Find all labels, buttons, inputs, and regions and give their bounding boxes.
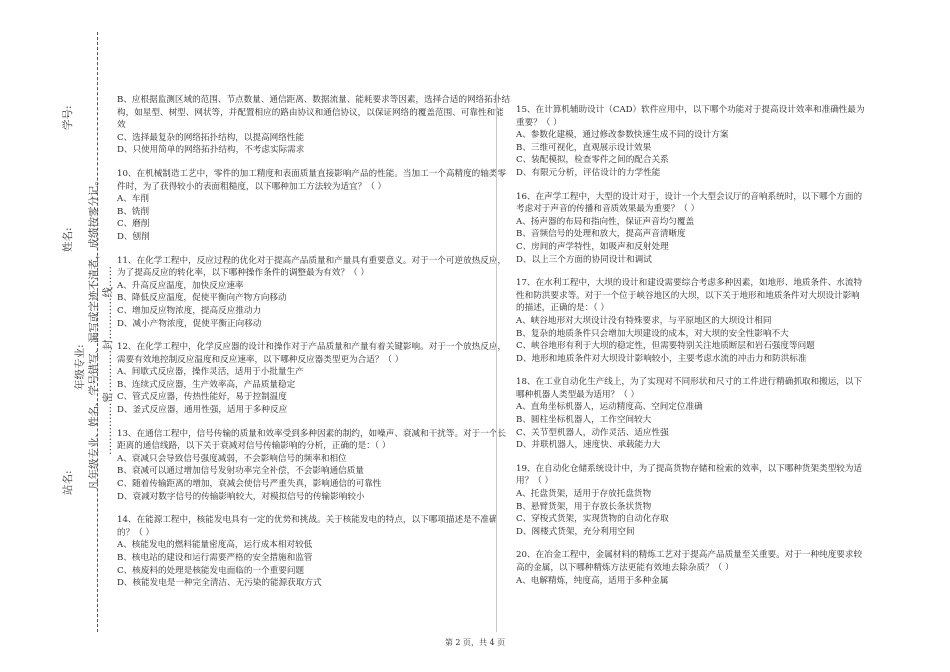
question bbox=[516, 277, 866, 365]
answer-option: A、峡谷地形对大坝设计没有特殊要求，与平原地区的大坝设计相同 bbox=[516, 315, 772, 326]
answer-option: B、复杂的地质条件只会增加大坝建设的成本，对大坝的安全性影响不大 bbox=[516, 328, 789, 339]
question-stem: 14、在能源工程中，核能发电具有一定的优势和挑战。关于核能发电的特点，以下哪项描述是不准确的？（ ） bbox=[117, 515, 498, 538]
answer-option: D、减小产物浓度，促使平衡正向移动 bbox=[117, 318, 262, 329]
answer-option: C、选择最复杂的网络拓扑结构，以提高网络性能 bbox=[117, 132, 305, 143]
answer-option: D、并联机器人，速度快、承载能力大 bbox=[516, 440, 661, 451]
answer-option: D、釜式反应器，通用性强，适用于多种反应 bbox=[117, 405, 288, 416]
answer-option: D、衰减对数字信号的传输影响较大，对模拟信号的传输影响较小 bbox=[117, 491, 365, 502]
answer-option: A、升高反应温度，加快反应速率 bbox=[117, 280, 244, 291]
answer-option: A、电解精炼，纯度高，适用于多种金属 bbox=[516, 575, 669, 586]
question-stem: 15、在计算机辅助设计（CAD）软件应用中，以下哪个功能对于提高设计效率和准确性最为重要？（ ） bbox=[516, 105, 865, 128]
answer-option: B、连续式反应器，生产效率高，产品质量稳定 bbox=[117, 379, 296, 390]
name-label: 姓名: bbox=[62, 227, 74, 252]
answer-option: D、地形和地质条件对大坝设计影响较小，主要考虑水流的冲击力和防洪标准 bbox=[516, 353, 807, 364]
answer-option: A、间歇式反应器，操作灵活，适用于小批量生产 bbox=[117, 367, 304, 378]
answer-option: D、核能发电是一种完全清洁、无污染的能源获取方式 bbox=[117, 578, 322, 589]
question bbox=[516, 104, 866, 180]
answer-option: B、降低反应温度，促使平衡向产物方向移动 bbox=[117, 293, 287, 304]
question bbox=[117, 428, 512, 504]
question-stem: 13、在通信工程中，信号传输的质量和效率受到多种因素的制约，如噪声、衰减和干扰等。对于一个长距离的通信线路，以下关于衰减对信号传输影响的分析，正确的是：（ ） bbox=[117, 428, 507, 452]
question-stem: 19、在自动化仓储系统设计中，为了提高货物存储和检索的效率，以下哪种货架类型较为适用？（ ） bbox=[516, 463, 863, 487]
question-stem: 16、在声学工程中，大型的设计对于，设计一个大型会议厅的音响系统时，以下哪个方面的考虑对于声音的传播和音质效果最为重要？（ ） bbox=[516, 191, 863, 215]
answer-option: C、装配模拟，检查零件之间的配合关系 bbox=[516, 155, 669, 166]
answer-option: C、管式反应器，传热性能好，易于控制温度 bbox=[117, 392, 287, 403]
question bbox=[516, 549, 866, 587]
question-stem: 18、在工业自动化生产线上，为了实现对不同形状和尺寸的工件进行精确抓取和搬运，以下哪种机器人类型最为适用？（ ） bbox=[516, 377, 863, 400]
question-stem: 10、在机械制造工艺中，零件的加工精度和表面质量直接影响产品的性能。当加工一个高精度的轴类零件时，为了获得较小的表面粗糙度，以下哪种加工方法较为适宜？（ ） bbox=[117, 168, 507, 192]
school-label: 站名: bbox=[62, 470, 74, 495]
question bbox=[516, 463, 866, 539]
right-column bbox=[516, 104, 866, 598]
binding-margin bbox=[0, 0, 114, 672]
answer-option: C、磨削 bbox=[117, 219, 150, 230]
answer-option: B、悬臂货架，用于存放长条状货物 bbox=[516, 501, 652, 512]
answer-option: C、核废料的处理是核能发电面临的一个重要问题 bbox=[117, 565, 305, 576]
answer-option: A、车削 bbox=[117, 194, 149, 205]
question bbox=[516, 376, 866, 452]
answer-option: B、铣削 bbox=[117, 206, 150, 217]
answer-option: B、应根据监测区域的范围、节点数量、通信距离、数据流量、能耗要求等因素，选择合适的网络拓扑结构，如星型、树型、网状等，并配置相应的路由协议和通信协议，以保证网络的覆盖范围、可靠性和能效 bbox=[117, 95, 511, 131]
answer-option: C、峡谷地形有利于大坝的稳定性，但需要特别关注地质断层和岩石强度等问题 bbox=[516, 341, 815, 352]
answer-option: C、穿梭式货架，实现货物的自动化存取 bbox=[516, 514, 669, 525]
answer-option: C、随着传输距离的增加，衰减会使信号严重失真，影响通信的可靠性 bbox=[117, 479, 382, 490]
seal-line bbox=[97, 32, 98, 632]
answer-option: A、核能发电的燃料能量密度高，运行成本相对较低 bbox=[117, 540, 313, 551]
answer-option: B、三维可视化，直观展示设计效果 bbox=[516, 142, 652, 153]
question bbox=[117, 168, 512, 244]
answer-option: B、圆柱坐标机器人，工作空间较大 bbox=[516, 415, 652, 426]
answer-option: D、刨削 bbox=[117, 231, 150, 242]
question bbox=[117, 514, 512, 590]
answer-option: B、音频信号的处理和放大，提高声音清晰度 bbox=[516, 229, 686, 240]
answer-option: C、关节型机器人，动作灵活、适应性强 bbox=[516, 427, 669, 438]
page-footer: 第 2 页，共 4 页 bbox=[444, 638, 506, 647]
binding-notice: 凡年级专业、姓名、学号错写、漏写或字迹不清者，成绩按零分记。 bbox=[88, 175, 100, 490]
answer-option: A、衰减只会导致信号强度减弱，不会影响信号的频率和相位 bbox=[117, 453, 347, 464]
answer-option: C、房间的声学特性，如吸声和反射处理 bbox=[516, 241, 669, 252]
question-stem: 20、在冶金工程中，金属材料的精炼工艺对于提高产品质量至关重要。对于一种纯度要求较高的金属，以下哪种精炼方法更能有效地去除杂质？（ ） bbox=[516, 550, 863, 573]
seal-line-text: ……………密…………封…………线…… bbox=[102, 266, 114, 455]
left-column bbox=[117, 94, 512, 601]
question-stem: 17、在水利工程中，大坝的设计和建设需要综合考虑多种因素，如地形、地质条件、水流特性和防洪要求等。对于一个位于峡谷地区的大坝，以下关于地形和地质条件对大坝设计影响的描述，正确的是：（ ） bbox=[516, 278, 863, 314]
answer-option: A、托盘货架，适用于存放托盘货物 bbox=[516, 489, 652, 500]
question-stem: 12、在化学工程中，化学反应器的设计和操作对于产品质量和产量有着关键影响。对于一个放热反应，需要有效地控制反应温度和反应速率，以下哪种反应器类型更为合适？（ ） bbox=[117, 342, 507, 365]
answer-option: D、只使用简单的网络拓扑结构，不考虑实际需求 bbox=[117, 145, 305, 156]
answer-option: A、参数化建模，通过修改参数快速生成不同的设计方案 bbox=[516, 130, 729, 141]
question bbox=[117, 255, 512, 331]
question bbox=[117, 94, 512, 157]
answer-option: C、增加反应物浓度，提高反应推动力 bbox=[117, 305, 262, 316]
grade-major-label: 年级专业: bbox=[74, 344, 86, 390]
answer-option: D、有限元分析，评估设计的力学性能 bbox=[516, 167, 661, 178]
answer-option: B、核电站的建设和运行需要严格的安全措施和监管 bbox=[117, 553, 313, 563]
answer-option: A、直角坐标机器人，运动精度高、空间定位准确 bbox=[516, 402, 703, 413]
column-divider bbox=[496, 92, 497, 632]
answer-option: A、扬声器的布局和指向性，保证声音均匀覆盖 bbox=[516, 216, 695, 227]
answer-option: D、以上三个方面的协同设计和调试 bbox=[516, 254, 652, 265]
question-stem: 11、在化学工程中，反应过程的优化对于提高产品质量和产量具有重要意义。对于一个可逆放热反应，为了提高反应的转化率，以下哪种操作条件的调整最为有效？（ ） bbox=[117, 255, 507, 279]
answer-option: D、阁楼式货架，充分利用空间 bbox=[516, 526, 635, 537]
exam-number-label: 学号: bbox=[62, 105, 74, 130]
answer-option: B、衰减可以通过增加信号发射功率完全补偿，不会影响通信质量 bbox=[117, 466, 364, 477]
question bbox=[516, 191, 866, 267]
question bbox=[117, 341, 512, 417]
